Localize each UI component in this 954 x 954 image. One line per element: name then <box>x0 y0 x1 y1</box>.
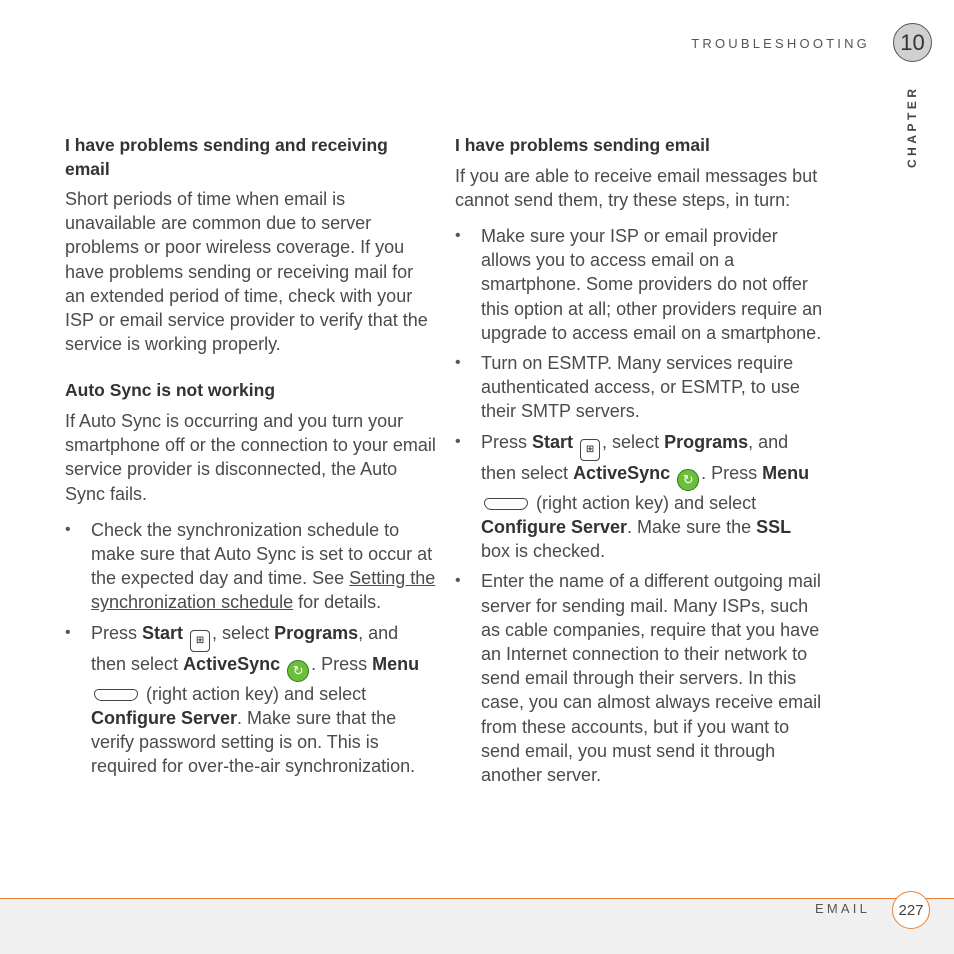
list-item: • Press Start ⊞ , select Programs, and then select ActiveSync ↻ . Press Menu (right action key) and select Configure Server. Make sure the SSL box is checked. <box>455 430 823 564</box>
paragraph-auto-sync: If Auto Sync is occurring and you turn your smartphone off or the connection to your email service provider is disconnected, the Auto Sync fails. <box>65 410 436 504</box>
footer-band <box>0 898 954 954</box>
heading-sending-email: I have problems sending email <box>455 135 710 155</box>
right-column <box>455 134 823 793</box>
left-column <box>65 134 437 785</box>
footer-section-label: EMAIL <box>814 901 870 916</box>
right-action-key-icon <box>484 498 528 510</box>
list-item: • Make sure your ISP or email provider allows you to access email on a smartphone. Some providers do not offer this option at all; other providers require an upgrade to access email on a smartphone. <box>455 224 823 345</box>
list-item: • Press Start ⊞ , select Programs, and then select ActiveSync ↻ . Press Menu (right action key) and select Configure Server. Make sure that the verify password setting is on. This is required for over-the-air synchronization. <box>65 621 437 779</box>
chapter-number-badge: 10 <box>893 23 932 62</box>
chapter-vertical-label: CHAPTER <box>905 85 919 169</box>
page-number-badge: 227 <box>892 891 930 929</box>
list-item: • Turn on ESMTP. Many services require authenticated access, or ESMTP, to use their SMTP servers. <box>455 351 823 424</box>
paragraph-sending-receiving: Short periods of time when email is unavailable are common due to server problems or poor wireless coverage. If you have problems sending or receiving mail for an extended period of time, check with your ISP or email service provider to verify that the service is working properly. <box>65 189 428 355</box>
heading-sending-receiving: I have problems sending and receiving email <box>65 135 388 179</box>
auto-sync-steps <box>65 518 437 779</box>
paragraph-sending-email: If you are able to receive email messages but cannot send them, try these steps, in turn: <box>455 165 818 210</box>
windows-start-icon: ⊞ <box>190 630 210 652</box>
sync-schedule-link[interactable]: Setting the synchronization schedule <box>91 568 436 613</box>
heading-auto-sync: Auto Sync is not working <box>65 380 276 401</box>
windows-start-icon: ⊞ <box>580 439 600 461</box>
sending-email-steps <box>455 224 823 787</box>
activesync-icon: ↻ <box>287 660 309 682</box>
right-action-key-icon <box>94 689 138 701</box>
list-item: • Enter the name of a different outgoing mail server for sending mail. Many ISPs, such as cable companies, require that you have an Internet connection to their network to send email through their servers. In this case, you can almost always receive email from these accounts, but if you want to send email, you must send it through another server. <box>455 569 823 787</box>
header-section-label: TROUBLESHOOTING <box>691 36 870 51</box>
activesync-icon: ↻ <box>677 469 699 491</box>
list-item: • Check the synchronization schedule to make sure that Auto Sync is set to occur at the expected day and time. See Setting the synchronization schedule for details. <box>65 518 437 615</box>
